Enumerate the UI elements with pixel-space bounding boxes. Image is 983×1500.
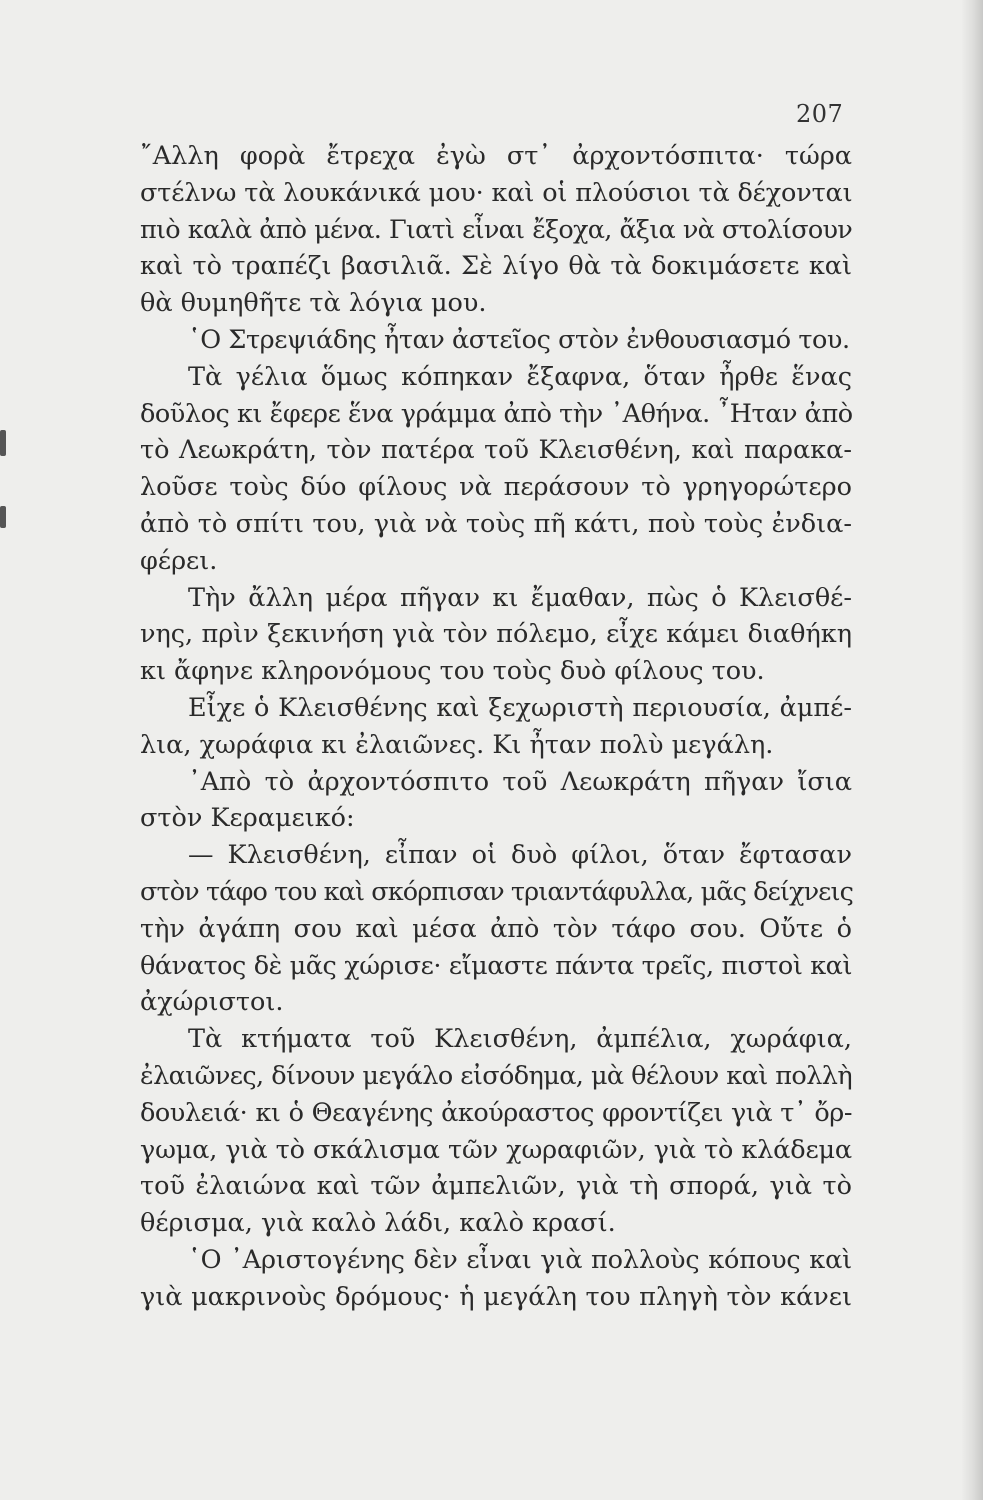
text-line: Τὰ κτήματα τοῦ Κλεισθένη, ἀμπέλια, χωράφια,: [188, 1024, 852, 1055]
text-line: ἀχώριστοι.: [140, 987, 284, 1018]
text-line: — Κλεισθένη, εἶπαν οἱ δυὸ φίλοι, ὅταν ἔφτασαν: [188, 840, 852, 871]
binding-mark: [0, 506, 6, 528]
text-line: Τὰ γέλια ὅμως κόπηκαν ἔξαφνα, ὅταν ἦρθε ἕνας: [188, 361, 852, 392]
text-line: τοῦ ἐλαιώνα καὶ τῶν ἀμπελιῶν, γιὰ τὴ σπορά, γιὰ τὸ: [140, 1171, 852, 1202]
text-line: γιὰ μακρινοὺς δρόμους· ἡ μεγάλη του πληγὴ τὸν κάνει: [140, 1281, 852, 1312]
page-edge-shadow: [961, 0, 983, 1500]
text-line: νης, πρὶν ξεκινήση γιὰ τὸν πόλεμο, εἶχε κάμει διαθήκη: [140, 619, 852, 650]
text-line: καὶ τὸ τραπέζι βασιλιᾶ. Σὲ λίγο θὰ τὰ δοκιμάσετε καὶ: [140, 251, 852, 282]
text-line: ῾Ο ᾿Αριστογένης δὲν εἶναι γιὰ πολλοὺς κόπους καὶ: [188, 1244, 852, 1275]
page-number: 207: [796, 100, 844, 128]
text-line: ῾Ο Στρεψιάδης ἦταν ἀστεῖος στὸν ἐνθουσιασμό του.: [188, 324, 850, 355]
text-line: Εἶχε ὁ Κλεισθένης καὶ ξεχωριστὴ περιουσία, ἀμπέ-: [188, 692, 852, 723]
text-line: ἀπὸ τὸ σπίτι του, γιὰ νὰ τοὺς πῆ κάτι, ποὺ τοὺς ἐνδια-: [140, 508, 852, 539]
text-line: λια, χωράφια κι ἐλαιῶνες. Κι ἦταν πολὺ μεγάλη.: [140, 729, 774, 760]
text-line: θάνατος δὲ μᾶς χώρισε· εἴμαστε πάντα τρεῖς, πιστοὶ καὶ: [140, 950, 852, 981]
text-line: τὸ Λεωκράτη, τὸν πατέρα τοῦ Κλεισθένη, καὶ παρακα-: [140, 435, 852, 466]
text-line: γωμα, γιὰ τὸ σκάλισμα τῶν χωραφιῶν, γιὰ τὸ κλάδεμα: [140, 1134, 852, 1165]
text-line: Τὴν ἄλλη μέρα πῆγαν κι ἔμαθαν, πὼς ὁ Κλεισθέ-: [188, 582, 852, 613]
text-line: ῎Αλλη φορὰ ἔτρεχα ἐγὼ στ᾿ ἀρχοντόσπιτα· τώρα: [140, 141, 852, 171]
text-line: ἐλαιῶνες, δίνουν μεγάλο εἰσόδημα, μὰ θέλουν καὶ πολλὴ: [140, 1060, 852, 1091]
text-line: δουλειά· κι ὁ Θεαγένης ἀκούραστος φροντίζει γιὰ τ᾿ ὄρ-: [140, 1097, 852, 1128]
text-line: κι ἄφηνε κληρονόμους του τοὺς δυὸ φίλους του.: [140, 656, 765, 687]
body-text: [140, 138, 852, 1316]
text-line: φέρει.: [140, 545, 218, 576]
text-line: στὸν Κεραμεικό:: [140, 803, 355, 834]
text-line: θέρισμα, γιὰ καλὸ λάδι, καλὸ κρασί.: [140, 1208, 616, 1239]
text-line: στὸν τάφο του καὶ σκόρπισαν τριαντάφυλλα, μᾶς δείχνεις: [140, 876, 853, 907]
text-line: ᾿Απὸ τὸ ἀρχοντόσπιτο τοῦ Λεωκράτη πῆγαν ἴσια: [188, 766, 852, 797]
text-line: στέλνω τὰ λουκάνικά μου· καὶ οἱ πλούσιοι τὰ δέχονται: [140, 177, 853, 208]
text-line: τὴν ἀγάπη σου καὶ μέσα ἀπὸ τὸν τάφο σου. Οὔτε ὁ: [140, 913, 852, 944]
text-line: πιὸ καλὰ ἀπὸ μένα. Γιατὶ εἶναι ἔξοχα, ἄξια νὰ στολίσουν: [140, 214, 852, 245]
binding-mark: [0, 430, 6, 456]
text-line: λοῦσε τοὺς δύο φίλους νὰ περάσουν τὸ γρηγορώτερο: [140, 472, 852, 503]
text-line: δοῦλος κι ἔφερε ἕνα γράμμα ἀπὸ τὴν ᾿Αθήνα. ῏Ηταν ἀπὸ: [140, 398, 853, 429]
text-line: θὰ θυμηθῆτε τὰ λόγια μου.: [140, 288, 487, 319]
